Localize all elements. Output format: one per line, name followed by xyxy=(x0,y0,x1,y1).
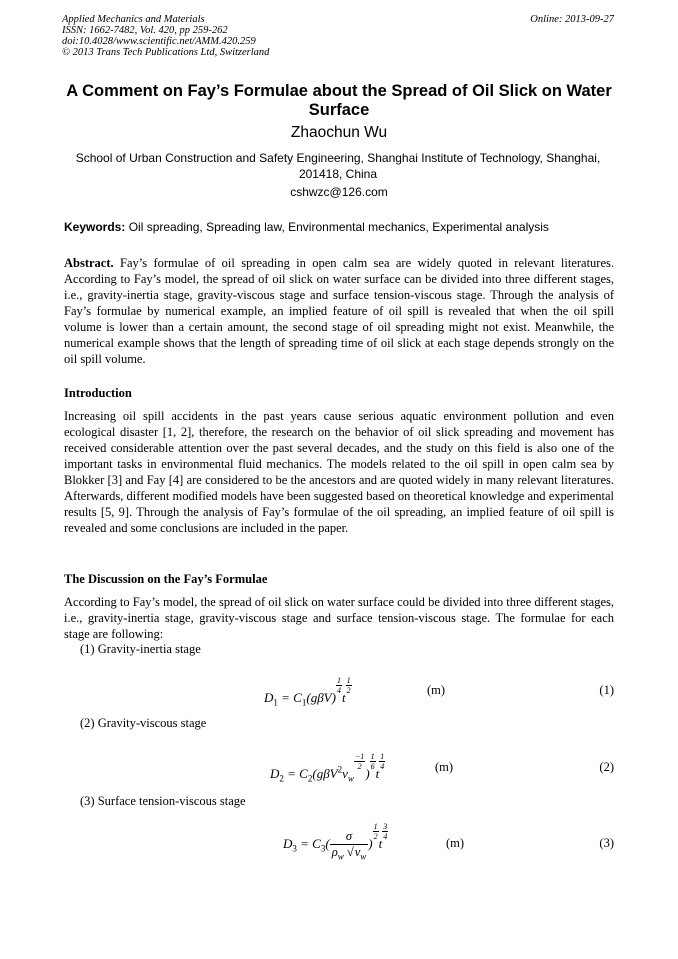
keywords-label: Keywords: xyxy=(64,220,126,234)
equation-3: $D_3 = C_3$( $\frac{\sigma}{\rho_w √v_w}$ ) $^{\frac{1}{2}}$ t $^{\frac{3}{4}}$ xyxy=(283,822,388,862)
keywords-text: Oil spreading, Spreading law, Environmental mechanics, Experimental analysis xyxy=(128,220,549,234)
issn-line: ISSN: 1662-7482, Vol. 420, pp 259-262 xyxy=(62,25,228,36)
discussion-paragraph: According to Fay’s model, the spread of oil slick on water surface could be divided into three different stages, i.e., gravity-inertia stage, gravity-viscous stage and surface tension-viscous stage. The formulae for each stage are following: xyxy=(64,595,614,641)
online-date: Online: 2013-09-27 xyxy=(530,14,614,25)
abstract-label: Abstract. xyxy=(64,256,114,270)
keywords-line xyxy=(64,220,616,234)
paper-title: A Comment on Fay’s Formulae about the Spread of Oil Slick on Water Surface xyxy=(66,82,612,119)
stage-2-label: (2) Gravity-viscous stage xyxy=(80,716,207,730)
affiliation: School of Urban Construction and Safety Engineering, Shanghai Institute of Technology, Shanghai, 201418, China xyxy=(75,151,601,181)
equation-3-unit: (m) xyxy=(446,836,465,850)
abstract-text: Fay’s formulae of oil spreading in open calm sea are widely quoted in relevant literatures. According to Fay’s model, the spread of oil slick on water surface can be divided into three different stages, i.e., gravity-inertia stage, gravity-viscous stage and surface tension-viscous stage. Through the analysis of Fay’s formulae by numerical example, an implied feature of oil spill is revealed that when the oil spill volume is lower than a certain amount, the second stage of oil spreading might not exist. Meanwhile, the numerical example shows that the length of spreading time of oil slick at each stage depends strongly on the oil spill volume. xyxy=(64,256,615,366)
introduction-paragraph: Increasing oil spill accidents in the past years cause serious aquatic environment pollution and even ecological disaster [1, 2], therefore, the research on the behavior of oil slick spreading and movement has received considerable attention over the past several decades, and the study on this field is also one of the important tasks in environmental fluid mechanics. The models related to the oil spill in open calm sea by Blokker [3] and Fay [4] are considered to be the ancestors and are quoted widely in many relevant literatures. Afterwards, different modified models have been suggested based on theoretical knowledge and experimental results [5, 9]. Through the analysis of Fay’s formulae of the oil spreading, an implied feature of oil spill is revealed and some conclusions are included in the paper. xyxy=(64,409,614,535)
author-email: cshwzc@126.com xyxy=(290,185,388,199)
equation-1: $D_1 = C_1(g\beta V)$ $^{\frac{1}{4}}$ t $^{\frac{1}{2}}$ xyxy=(264,676,351,708)
stage-1-label: (1) Gravity-inertia stage xyxy=(80,642,201,656)
equation-3-number: (3) xyxy=(599,836,614,850)
abstract-paragraph xyxy=(64,255,614,367)
stage-3-label: (3) Surface tension-viscous stage xyxy=(80,794,246,808)
equation-2-number: (2) xyxy=(599,760,614,774)
page-header xyxy=(62,14,614,58)
equation-2-unit: (m) xyxy=(435,760,454,774)
equation-1-unit: (m) xyxy=(427,683,446,697)
equation-1-number: (1) xyxy=(599,683,614,697)
doi-line: doi:10.4028/www.scientific.net/AMM.420.259 xyxy=(62,36,256,47)
copyright-line: © 2013 Trans Tech Publications Ltd, Switzerland xyxy=(62,47,270,58)
equation-2: $D_2 = C_2(g\beta V^2v_w$ $^{\frac{-1}{2}}$ ) $^{\frac{1}{6}}$ t $^{\frac{1}{4}}$ xyxy=(270,752,385,784)
author-name: Zhaochun Wu xyxy=(290,124,388,141)
introduction-heading: Introduction xyxy=(64,386,132,400)
journal-name: Applied Mechanics and Materials xyxy=(62,14,205,25)
discussion-heading: The Discussion on the Fay’s Formulae xyxy=(64,572,268,586)
